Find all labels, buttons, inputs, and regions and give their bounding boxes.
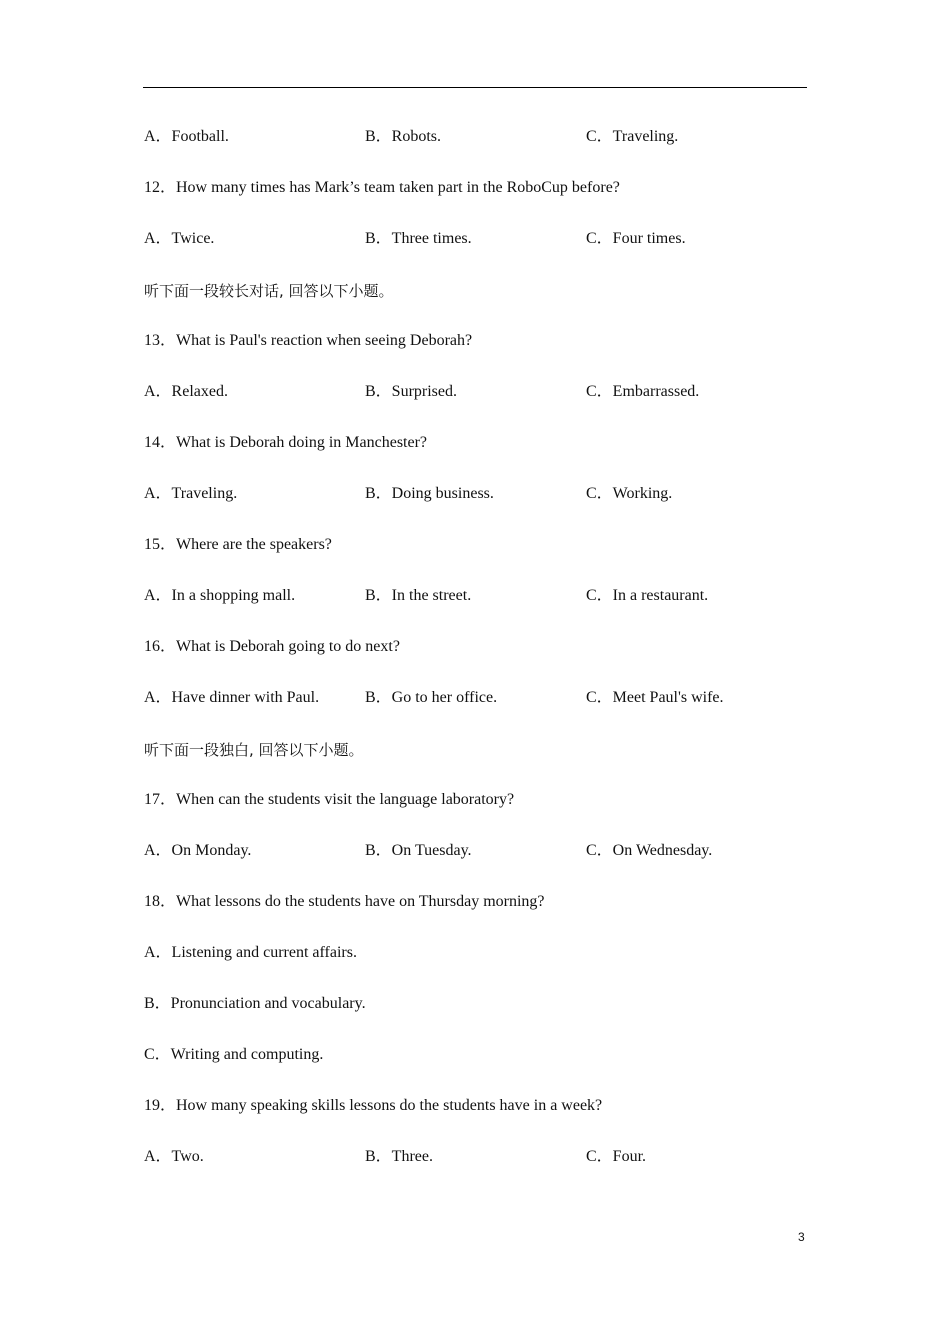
q19-option-c: C．Four. — [586, 1148, 647, 1165]
q14-option-c: C．Working. — [586, 485, 673, 502]
q14-option-a: A．Traveling. — [144, 485, 238, 502]
q18-question: 18．What lessons do the students have on Thursday morning? — [144, 893, 545, 910]
q13-option-b: B．Surprised. — [365, 383, 458, 400]
section-instruction-dialogue: 听下面一段较长对话, 回答以下小题。 — [144, 282, 394, 300]
q14-option-b: B．Doing business. — [365, 485, 494, 502]
q17-option-c: C．On Wednesday. — [586, 842, 713, 859]
q16-option-b: B．Go to her office. — [365, 689, 498, 706]
q13-question: 13．What is Paul's reaction when seeing Deborah? — [144, 332, 473, 349]
q15-option-a: A．In a shopping mall. — [144, 587, 296, 604]
q11-option-a: A．Football. — [144, 128, 229, 145]
q13-option-c: C．Embarrassed. — [586, 383, 700, 400]
q14-question: 14．What is Deborah doing in Manchester? — [144, 434, 428, 451]
q12-option-a: A．Twice. — [144, 230, 215, 247]
q18-option-c: C．Writing and computing. — [144, 1046, 324, 1063]
q13-option-a: A．Relaxed. — [144, 383, 228, 400]
q16-option-c: C．Meet Paul's wife. — [586, 689, 724, 706]
q15-question: 15．Where are the speakers? — [144, 536, 332, 553]
section-instruction-monologue: 听下面一段独白, 回答以下小题。 — [144, 741, 364, 759]
q11-option-b: B．Robots. — [365, 128, 442, 145]
q18-option-b: B．Pronunciation and vocabulary. — [144, 995, 366, 1012]
q19-option-b: B．Three. — [365, 1148, 433, 1165]
q17-option-b: B．On Tuesday. — [365, 842, 472, 859]
q17-question: 17．When can the students visit the language laboratory? — [144, 791, 515, 808]
q12-question: 12．How many times has Mark’s team taken part in the RoboCup before? — [144, 179, 620, 196]
q11-option-c: C．Traveling. — [586, 128, 679, 145]
q16-question: 16．What is Deborah going to do next? — [144, 638, 400, 655]
q16-option-a: A．Have dinner with Paul. — [144, 689, 320, 706]
q19-question: 19．How many speaking skills lessons do the students have in a week? — [144, 1097, 603, 1114]
q17-option-a: A．On Monday. — [144, 842, 252, 859]
q12-option-b: B．Three times. — [365, 230, 472, 247]
q15-option-c: C．In a restaurant. — [586, 587, 709, 604]
q12-option-c: C．Four times. — [586, 230, 686, 247]
header-rule — [143, 87, 807, 88]
q18-option-a: A．Listening and current affairs. — [144, 944, 357, 961]
page-number: 3 — [798, 1230, 805, 1244]
q15-option-b: B．In the street. — [365, 587, 472, 604]
q19-option-a: A．Two. — [144, 1148, 204, 1165]
